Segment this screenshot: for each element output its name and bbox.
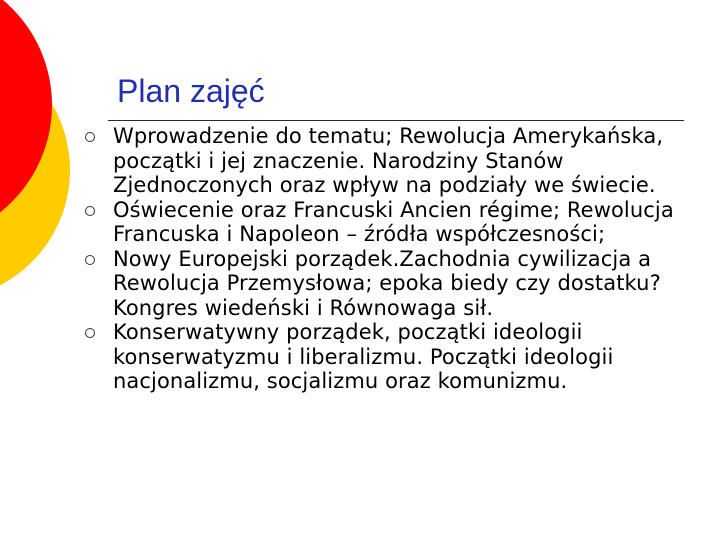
circle-bullet-icon <box>85 255 95 265</box>
bullet-text: Wprowadzenie do tematu; Rewolucja Amerykańska, początki i jej znaczenie. Narodziny Stanów Zjednoczonych oraz wpływ na podziały we świecie. <box>113 124 664 197</box>
circle-bullet-icon <box>85 206 95 216</box>
slide-title: Plan zajęć <box>117 73 265 109</box>
bullet-text: Konserwatywny porządek, początki ideologii konserwatyzmu i liberalizmu. Początki ideologii nacjonalizmu, socjalizmu oraz komunizmu. <box>113 320 614 393</box>
decorative-circles <box>0 0 80 300</box>
bullet-item <box>81 247 681 321</box>
bullet-text: Nowy Europejski porządek.Zachodnia cywilizacja a Rewolucja Przemysłowa; epoka biedy czy dostatku? Kongres wiedeński i Równowaga sił. <box>113 246 661 320</box>
bullet-text: Oświecenie oraz Francuski Ancien régime; Rewolucja Francuska i Napoleon – źródła współczesności; <box>113 197 674 246</box>
circle-bullet-icon <box>85 132 95 142</box>
bullet-item <box>81 320 681 394</box>
circle-bullet-icon <box>85 328 95 338</box>
title-divider <box>108 120 684 121</box>
bullet-item <box>81 124 681 198</box>
bullet-item <box>81 198 681 247</box>
bullet-list <box>81 124 681 394</box>
